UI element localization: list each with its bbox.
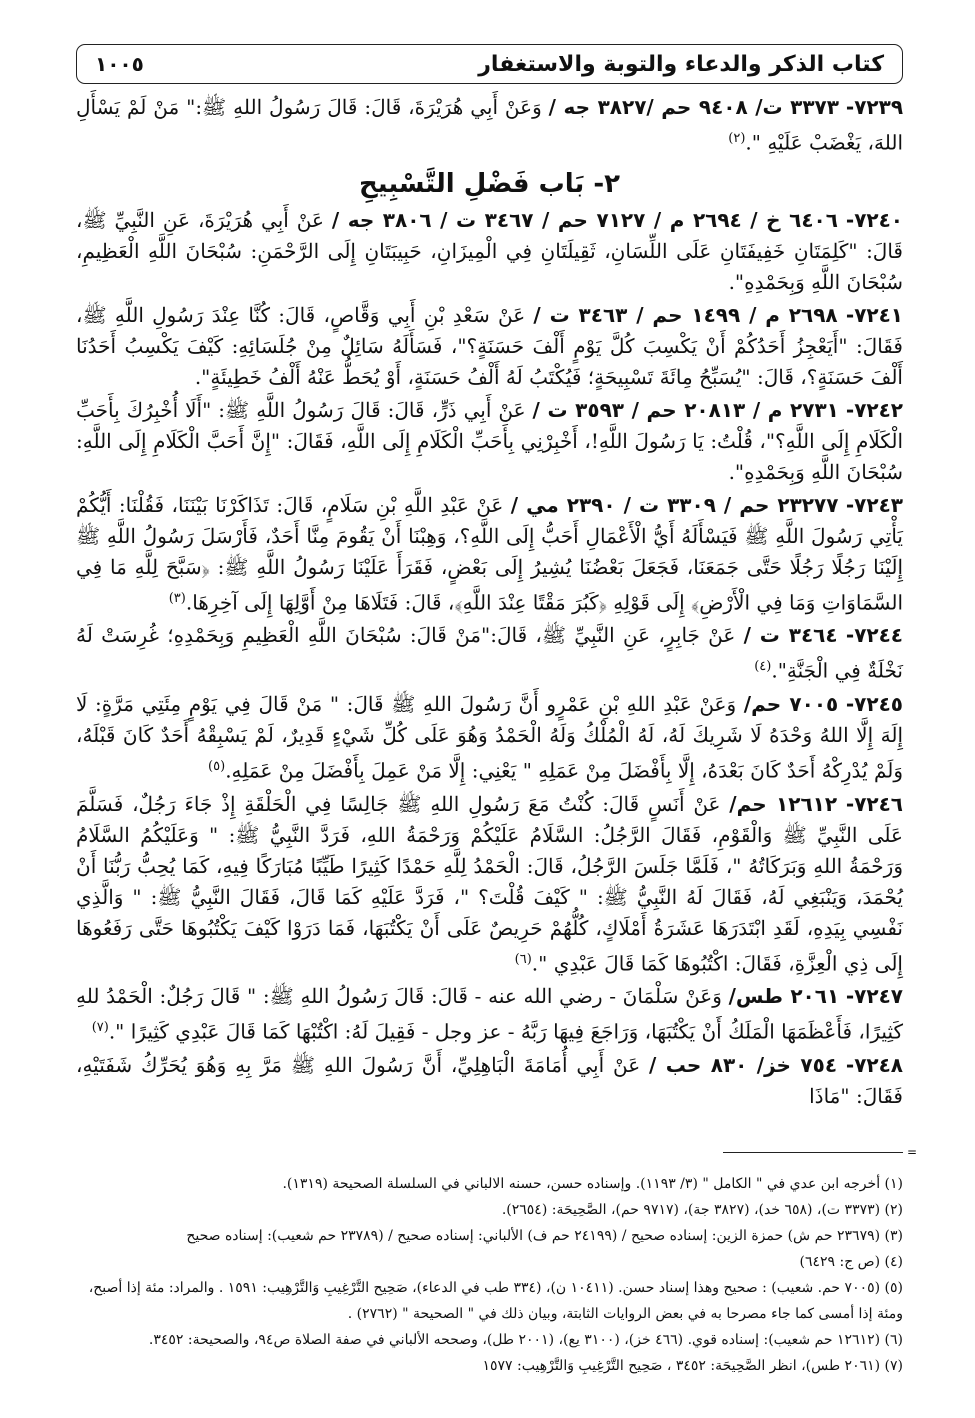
- hadith-number: ٧٢٤٧-: [845, 984, 903, 1009]
- hadith-text: وَعَنْ عَبْدِ اللهِ بْنِ عَمْرٍو أَنَّ رَسُولَ اللهِ ﷺ قَالَ: " مَنْ قَالَ فِي يَوْمٍ مِئَتِي مَرَّةٍ: لَا إِلَهَ إِلَّا اللهُ وَحْدَهُ لَا شَرِيكَ لَهُ، لَهُ الْمُلْكُ وَلَهُ الْحَمْدُ وَهُوَ عَلَى كُلِّ شَيْءٍ قَدِيرٌ، لَمْ يَسْبِقْهُ أَحَدٌ كَانَ قَبْلَهُ، وَلَمْ يُدْرِكْهُ أَحَدٌ كَانَ بَعْدَهُ، إِلَّا بِأَفْضَلَ مِنْ عَمَلِهِ " يَعْنِي: إِلَّا مَنْ عَمِلَ بِأَفْضَلَ مِنْ عَمَلِهِ.: [76, 691, 903, 783]
- hadith-refs: ١٢٦١٢ حم/: [729, 791, 838, 816]
- hadith-text: عَنْ أَنَسٍ قَالَ: كُنْتُ مَعَ رَسُولِ اللهِ ﷺ جَالِسًا فِي الْحَلْقَةِ إِذْ جَاءَ رَجُلٌ، فَسَلَّمَ عَلَى النَّبِيِّ ﷺ وَالْقَوْمِ، فَقَالَ الرَّجُلُ: السَّلَامُ عَلَيْكُمْ وَرَحْمَةُ اللهِ، فَرَدَّ النَّبِيُّ ﷺ: " وَعَلَيْكُمُ السَّلَامُ وَرَحْمَةُ اللهِ وَبَرَكَاتُهُ "، فَلَمَّا جَلَسَ الرَّجُلُ، قَالَ: الْحَمْدُ لِلَّهِ حَمْدًا كَثِيرًا طَيِّبًا مُبَارَكًا فِيهِ، كَمَا يُحِبُّ رَبُّنَا أَنْ يُحْمَدَ، وَيَنْبَغِي لَهُ، فَقَالَ لَهُ النَّبِيُّ ﷺ: " كَيْفَ قُلْتَ؟ "، فَرَدَّ عَلَيْهِ كَمَا قَالَ، فَقَالَ النَّبِيُّ ﷺ: " وَالَّذِي نَفْسِي بِيَدِهِ، لَقَدِ ابْتَدَرَهَا عَشَرَةُ أَمْلَاكٍ، كُلُّهُمْ حَرِيصٌ عَلَى أَنْ يَكْتُبَهَا، فَمَا دَرَوْا كَيْفَ يَكْتُبُوهَا حَتَّى رَفَعُوهَا إِلَى ذِي الْعِزَّةِ، فَقَالَ: اكْتُبُوهَا كَمَا قَالَ عَبْدِي ".: [76, 791, 903, 976]
- footnote-marker: (٧): [91, 1020, 109, 1036]
- hadith-number: ٧٢٤٥-: [845, 691, 903, 716]
- hadith-number: ٧٢٤٤-: [845, 623, 904, 648]
- hadith-refs: ٢٠٦١ طس/: [728, 984, 840, 1009]
- footnote-marker: (٢): [728, 131, 746, 146]
- hadith-refs: ٧٥٤ خز/ ٨٣٠ حب /: [648, 1052, 838, 1077]
- footnote-marker: (٥): [208, 758, 226, 774]
- hadith-number: ٧٢٤٠-: [845, 207, 904, 232]
- hadith-number: ٧٢٤٣-: [845, 492, 903, 517]
- hadith-7248: [76, 1050, 903, 1112]
- hadith-number: ٧٢٣٩-: [845, 95, 904, 119]
- footnote-separator-mark: =: [906, 1145, 917, 1159]
- footnote-1: (١) أخرجه ابن عدي في " الكامل " (٣/ ١١٩٣). وإسناده حسن، حسنه الالباني في السلسلة الصحيحة (١٣١٩).: [282, 1176, 903, 1192]
- hadith-text: وَعَنْ سَلْمَانَ - رضي الله عنه - قَالَ: قَالَ رَسُولُ اللهِ ﷺ: " قَالَ رَجُلٌ: الْحَمْدُ للهِ كَثِيرًا، فَأَعْظَمَهَا الْمَلَكُ أَنْ يَكْتُبَهَا، وَرَاجَعَ فِيهَا رَبَّهُ - عز وجل - فَقِيلَ لَهُ: اكْتُبْهَا كَمَا قَالَ عَبْدِي كَثِيرًا ".: [76, 984, 903, 1044]
- hadith-text: عَنْ أَبِي ذَرٍّ، قَالَ: قَالَ رَسُولُ اللَّهِ ﷺ: "أَلَا أُخْبِرُكَ بِأَحَبِّ الْكَلَامِ إِلَى اللَّهِ؟"، قُلْتُ: يَا رَسُولَ اللَّهِ!، أَخْبِرْنِي بِأَحَبِّ الْكَلَامِ إِلَى اللَّهِ، فَقَالَ: "إِنَّ أَحَبَّ الْكَلَامِ إِلَى اللَّهِ: سُبْحَانَ اللَّهِ وَبِحَمْدِهِ".: [76, 397, 903, 484]
- footnote-6: (٦) (١٢٦١٢ حم شعيب): إسناده قوي. (٤٦٦ خز)، (٣١٠٠ يع)، (٢٠٠١ طل)، وصححه الألباني في صفة الصلاة ص٩٤، والصحيحة: ٣٤٥٢.: [148, 1332, 903, 1348]
- footnotes: [76, 1145, 917, 1379]
- hadith-7247: [76, 981, 903, 1048]
- footnote-2: (٢) (٣٣٧٣ ت)، (٦٥٨ خد)، (٣٨٢٧ جة)، (٩٧١٧ حم)، الصَّحِيحَة: (٢٦٥٤).: [501, 1202, 903, 1218]
- footnote-5: (٥) (٧٠٠٥ حم. شعيب) : صحيح وهذا إسناد حسن. (١٠٤١١ ن)، (٣٣٤ طب في الدعاء)، صَحِيح التَّرْغِيبِ وَالتَّرْهِيب: ١٥٩١ . والمراد: مئة إذا أصبح،: [88, 1280, 903, 1296]
- hadith-text: عَنْ أَبِي أُمَامَةَ الْبَاهِلِيِّ، أَنَّ رَسُولَ اللهِ ﷺ مَرَّ بِهِ وَهُوَ يُحَرِّكُ شَفَتَيْهِ، فَقَالَ: "مَاذَا: [76, 1052, 903, 1108]
- hadith-7244: [76, 620, 903, 687]
- footnote-5-continued: ومئة إذا أمسى كما جاء مصرحا به في بعض الروايات الثابتة، وبيان ذلك في " الصحيحة " (٢٧٦٢) .: [347, 1306, 903, 1322]
- footnote-marker: (٣): [168, 590, 186, 606]
- chapter-title: ٢- بَاب فَضْلِ التَّسْبِيحِ: [358, 168, 621, 199]
- hadith-refs: ٢٧٣١ م / ٢٠٨١٣ حم / ٣٥٩٣ ت /: [532, 397, 839, 422]
- hadith-7241: [76, 300, 903, 393]
- hadith-refs: ٢٦٩٨ م / ١٤٩٩ حم / ٣٤٦٣ ت /: [533, 302, 838, 327]
- hadith-refs: ٦٤٠٦ خ / ٢٦٩٤ م / ٧١٢٧ حم / ٣٤٦٧ ت / ٣٨٠٦ جه /: [331, 207, 838, 232]
- hadith-refs: ٢٣٢٧٧ حم / ٣٣٠٩ ت / ٢٣٩٠ مي /: [510, 492, 839, 517]
- book-title: كتاب الذكر والدعاء والتوبة والاستغفار: [478, 51, 884, 77]
- footnote-7: (٧) (٢٠٦١ طس)، انظر الصَّحِيحَة: ٣٤٥٢ ، صَحِيح التَّرْغِيبِ وَالتَّرْهِيب: ١٥٧٧: [482, 1358, 903, 1374]
- hadith-refs: ٧٠٠٥ حم/: [743, 691, 839, 716]
- hadith-text: عَنْ عَبْدِ اللَّهِ بْنِ سَلَامٍ، قَالَ: تَذَاكَرْنَا بَيْنَنَا، فَقُلْنَا: أَيُّكُمْ يَأْتِي رَسُولَ اللَّهِ ﷺ فَيَسْأَلَهُ أَيُّ الْأَعْمَالِ أَحَبُّ إِلَى اللَّهِ؟، وَهِبْنَا أَنْ يَقُومَ مِنَّا أَحَدٌ، فَأَرْسَلَ رَسُولُ اللَّهِ ﷺ إِلَيْنَا رَجُلًا رَجُلًا حَتَّى جَمَعَنَا، فَجَعَلَ بَعْضُنَا يُشِيرُ إِلَى بَعْضٍ، فَقَرَأَ عَلَيْنَا رَسُولُ اللَّهِ ﷺ: ﴿سَبَّحَ لِلَّهِ مَا فِي السَّمَاوَاتِ وَمَا فِي الْأَرْضِ﴾ إِلَى قَوْلِهِ ﴿كَبُرَ مَقْتًا عِنْدَ اللَّهِ﴾، قَالَ: فَتَلَاهَا مِنْ أَوَّلِهَا إِلَى آخِرِهَا.: [76, 492, 903, 615]
- hadith-7242: [76, 395, 903, 488]
- footnote-separator: [723, 1145, 917, 1159]
- footnote-marker: (٦): [514, 951, 532, 967]
- hadith-7239: [76, 92, 903, 159]
- hadith-text: عَنْ سَعْدِ بْنِ أَبِي وَقَّاصٍ، قَالَ: كُنَّا عِنْدَ رَسُولِ اللَّهِ ﷺ، فَقَالَ: "أَيَعْجِزُ أَحَدُكُمْ أَنْ يَكْسِبَ كُلَّ يَوْمٍ أَلْفَ حَسَنَةٍ؟"، فَسَأَلَهُ سَائِلٌ مِنْ جُلَسَائِهِ: كَيْفَ يَكْسِبُ أَحَدُنَا أَلْفَ حَسَنَةٍ؟، قَالَ: "يُسَبِّحُ مِائَةَ تَسْبِيحَةٍ؛ فَيُكْتَبُ لَهُ أَلْفُ حَسَنَةٍ، أَوْ يُحَطُّ عَنْهُ أَلْفُ خَطِيئَةٍ".: [76, 302, 903, 389]
- hadith-text: عَنْ جَابِرٍ، عَنِ النَّبِيِّ ﷺ، قَالَ:"مَنْ قَالَ: سُبْحَانَ اللَّهِ الْعَظِيمِ وَبِحَمْدِهِ؛ غُرِسَتْ لَهُ نَخْلَةٌ فِي الْجَنَّةِ".: [76, 623, 903, 683]
- hadith-refs: ٣٣٧٣ ت/ ٩٤٠٨ حم /٣٨٢٧ جه /: [548, 95, 839, 119]
- hadith-7243: [76, 490, 903, 619]
- footnote-marker: (٤): [754, 659, 772, 675]
- hadith-7245: [76, 689, 903, 787]
- footnote-3: (٣) (٢٣٦٧٩ حم ش) حمزة الزين: إسناده صحيح / (٢٤١٩٩ حم ف) الألباني: إسناده صحيح / (٢٣٧٨٩ حم شعيب): إسناده صحيح: [186, 1228, 903, 1244]
- hadith-number: ٧٢٤٢-: [845, 397, 904, 422]
- hadith-7246: [76, 789, 903, 980]
- hadith-number: ٧٢٤١-: [845, 302, 904, 327]
- hadith-number: ٧٢٤٦-: [845, 791, 904, 816]
- hadith-number: ٧٢٤٨-: [845, 1052, 904, 1077]
- footnote-4: (٤) (ص ج: ٦٤٢٩): [799, 1254, 903, 1270]
- hadith-text: عَنْ أَبِي هُرَيْرَةَ، عَنِ النَّبِيِّ ﷺ، قَالَ: "كَلِمَتَانِ خَفِيفَتَانِ عَلَى اللِّسَانِ، ثَقِيلَتَانِ فِي الْمِيزَانِ، حَبِيبَتَانِ إِلَى الرَّحْمَنِ: سُبْحَانَ اللَّهِ الْعَظِيمِ، سُبْحَانَ اللَّهِ وَبِحَمْدِهِ".: [76, 207, 903, 294]
- hadith-refs: ٣٤٦٤ ت /: [743, 623, 838, 648]
- hadith-text: وَعَنْ أَبِي هُرَيْرَةَ، قَالَ: قَالَ رَسُولُ اللهِ ﷺ:" مَنْ لَمْ يَسْأَلِ اللهَ، يَغْضَبْ عَلَيْهِ ".: [76, 95, 903, 155]
- page-number: ١٠٠٥: [95, 52, 144, 76]
- hadith-7240: [76, 205, 903, 298]
- page-header: [76, 44, 903, 84]
